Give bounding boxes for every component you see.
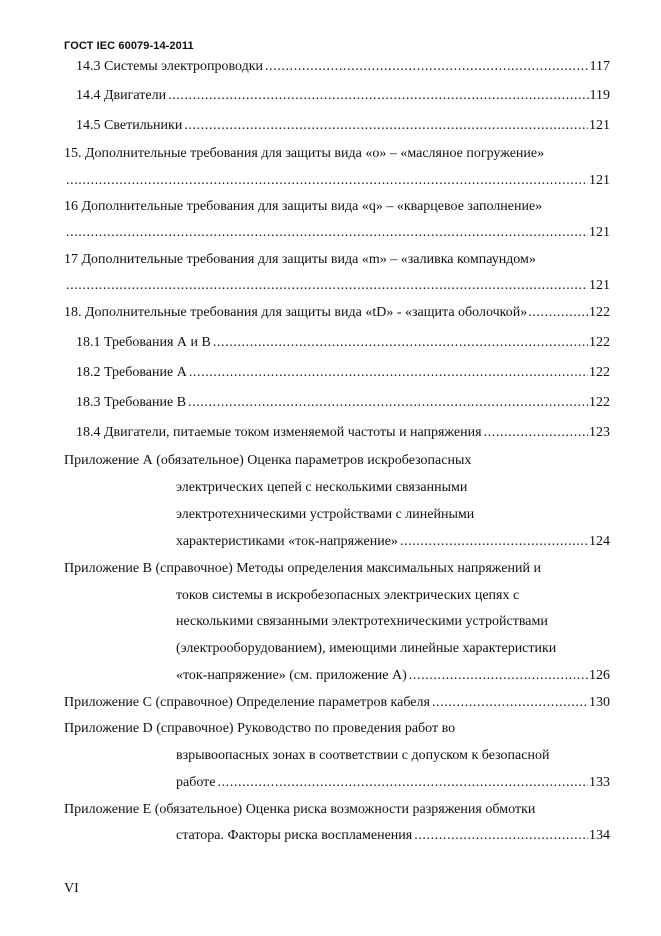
toc-entry-18-2[interactable]	[76, 364, 610, 382]
toc-appendix-d-line-1[interactable]	[64, 720, 610, 738]
toc-entry-page: 126	[589, 668, 610, 683]
toc-leader-dots	[412, 827, 588, 845]
toc-entry-page: 121	[589, 278, 610, 293]
toc-leader-dots	[263, 58, 588, 76]
toc-entry-title: 18.2 Требование А	[76, 365, 187, 380]
toc-entry-18[interactable]	[64, 304, 610, 322]
toc-entry-title: 17 Дополнительные требования для защиты вида «m» – «заливка компаундом»	[64, 252, 536, 267]
toc-entry-page: 121	[589, 118, 610, 133]
toc-appendix-d-line-3[interactable]	[176, 774, 610, 792]
toc-appendix-e-line-2[interactable]	[176, 827, 610, 845]
toc-appendix-a-line-4[interactable]	[176, 533, 610, 551]
toc-entry-page: 121	[589, 173, 610, 188]
toc-entry-title: 18.4 Двигатели, питаемые током изменяемой частоты и напряжения	[76, 425, 482, 440]
toc-appendix-d-line-2	[176, 747, 610, 765]
toc-leader-dots	[407, 667, 588, 685]
toc-entry-title: 15. Дополнительные требования для защиты вида «о» – «масляное погружение»	[64, 146, 545, 161]
toc-leader-dots	[527, 304, 588, 322]
toc-entry-title: 18.1 Требования А и В	[76, 335, 211, 350]
toc-leader-dots	[64, 277, 588, 295]
toc-entry-page: 124	[589, 534, 610, 549]
toc-entry-title: статора. Факторы риска воспламенения	[176, 828, 413, 843]
toc-entry-title: Приложение В (справочное) Методы определения максимальных напряжений и	[64, 561, 541, 576]
toc-entry-page: 119	[589, 88, 610, 103]
toc-appendix-b-line-2	[176, 587, 610, 605]
toc-appendix-a-line-1[interactable]	[64, 452, 610, 470]
toc-entry-title: 14.5 Светильники	[76, 118, 183, 133]
toc-entry-title: (электрооборудованием), имеющими линейные характеристики	[176, 641, 557, 656]
toc-entry-title: 14.4 Двигатели	[76, 88, 167, 103]
toc-entry-title: Приложение D (справочное) Руководство по проведения работ во	[64, 721, 456, 736]
toc-leader-dots	[430, 694, 588, 712]
toc-appendix-b-line-1[interactable]	[64, 560, 610, 578]
toc-entry-16-leader[interactable]	[64, 224, 610, 242]
toc-entry-title: Приложение С (справочное) Определение параметров кабеля	[64, 695, 430, 710]
toc-entry-16-title[interactable]	[64, 198, 610, 216]
toc-entry-14-5[interactable]	[76, 117, 610, 135]
toc-entry-page: 122	[589, 305, 610, 320]
toc-entry-page: 123	[589, 425, 610, 440]
toc-leader-dots	[187, 364, 588, 382]
toc-leader-dots	[64, 172, 588, 190]
document-header: ГОСТ IEC 60079-14-2011	[64, 40, 194, 52]
toc-leader-dots	[398, 533, 588, 551]
toc-entry-title: взрывоопасных зонах в соответствии с допуском к безопасной	[176, 748, 550, 763]
toc-entry-page: 121	[589, 225, 610, 240]
toc-entry-14-4[interactable]	[76, 87, 610, 105]
toc-entry-17-title[interactable]	[64, 251, 610, 269]
toc-leader-dots	[182, 117, 588, 135]
toc-entry-title: Приложение Е (обязательное) Оценка риска возможности разряжения обмотки	[64, 802, 536, 817]
toc-entry-title: электротехническими устройствами с линейными	[176, 507, 475, 522]
toc-leader-dots	[64, 224, 588, 242]
toc-entry-page: 122	[589, 335, 610, 350]
toc-entry-page: 122	[589, 395, 610, 410]
toc-entry-18-4[interactable]	[76, 424, 610, 442]
toc-entry-page: 130	[589, 695, 610, 710]
toc-leader-dots	[166, 87, 588, 105]
toc-entry-title: характеристиками «ток-напряжение»	[176, 534, 398, 549]
toc-appendix-a-line-3	[176, 506, 610, 524]
toc-entry-page: 117	[589, 59, 610, 74]
toc-appendix-b-line-3	[176, 613, 610, 631]
toc-entry-15-leader[interactable]	[64, 172, 610, 190]
toc-leader-dots	[482, 424, 588, 442]
toc-appendix-b-line-5[interactable]	[176, 667, 610, 685]
toc-entry-17-leader[interactable]	[64, 277, 610, 295]
toc-entry-title: токов системы в искробезопасных электрических цепях с	[176, 588, 520, 603]
toc-leader-dots	[215, 774, 588, 792]
toc-leader-dots	[211, 334, 588, 352]
toc-entry-title: 16 Дополнительные требования для защиты вида «q» – «кварцевое заполнение»	[64, 199, 543, 214]
toc-entry-page: 134	[589, 828, 610, 843]
toc-entry-title: 18. Дополнительные требования для защиты вида «tD» - «защита оболочкой»	[64, 305, 528, 320]
toc-entry-title: 18.3 Требование В	[76, 395, 187, 410]
toc-appendix-a-line-2	[176, 479, 610, 497]
toc-entry-title: электрических цепей с несколькими связанными	[176, 480, 468, 495]
page-number: VI	[64, 881, 79, 896]
toc-appendix-c[interactable]	[64, 694, 610, 712]
toc-entry-page: 133	[589, 775, 610, 790]
toc-leader-dots	[186, 394, 588, 412]
toc-entry-title: «ток-напряжение» (см. приложение А)	[176, 668, 407, 683]
toc-entry-18-1[interactable]	[76, 334, 610, 352]
toc-appendix-e-line-1[interactable]	[64, 801, 610, 819]
toc-entry-title: работе	[176, 775, 216, 790]
toc-appendix-b-line-4	[176, 640, 610, 658]
toc-entry-15-title[interactable]	[64, 145, 610, 163]
toc-entry-title: 14.3 Системы электропроводки	[76, 59, 264, 74]
toc-entry-page: 122	[589, 365, 610, 380]
toc-entry-18-3[interactable]	[76, 394, 610, 412]
toc-entry-title: несколькими связанными электротехническими устройствами	[176, 614, 548, 629]
toc-entry-title: Приложение А (обязательное) Оценка параметров искробезопасных	[64, 453, 472, 468]
toc-entry-14-3[interactable]	[76, 58, 610, 76]
